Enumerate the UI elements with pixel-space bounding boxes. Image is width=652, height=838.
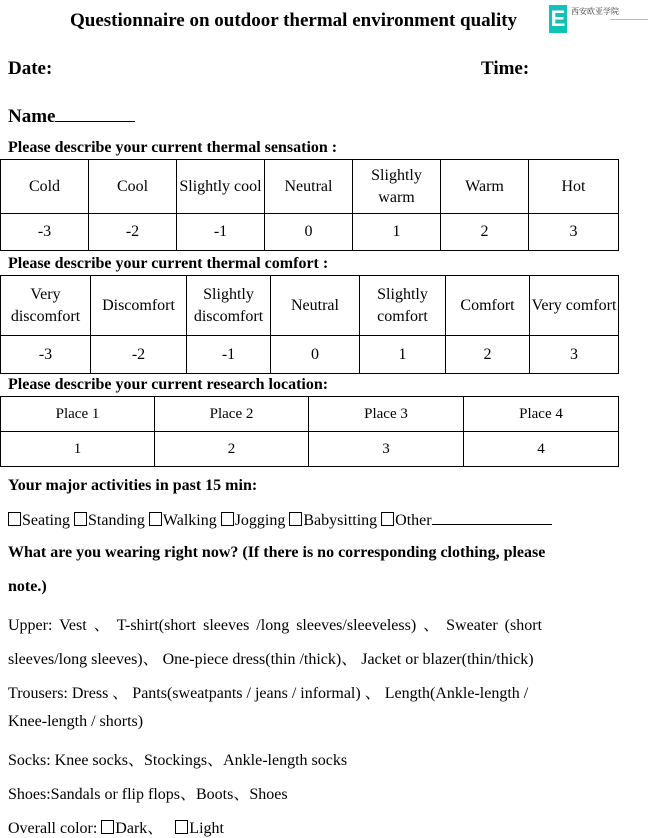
comfort-header-cell: Very comfort — [530, 276, 619, 336]
clothing-question-line-2: note.) — [8, 578, 47, 595]
comfort-header-cell: Very discomfort — [1, 276, 91, 336]
time-label: Time: — [481, 58, 530, 79]
activity-option-jogging[interactable]: Jogging — [221, 512, 286, 529]
comfort-value-cell[interactable]: 2 — [446, 336, 530, 374]
location-header-cell: Place 1 — [1, 397, 155, 432]
sensation-header-cell: Slightly cool — [177, 160, 265, 214]
location-value-cell[interactable]: 1 — [1, 432, 155, 467]
location-header-cell: Place 2 — [155, 397, 309, 432]
comfort-question: Please describe your current thermal comfort : — [8, 255, 329, 272]
upper-line-1: Upper: Vest 、 T-shirt(short sleeves /long sleeves/sleeveless) 、 Sweater (short — [8, 617, 543, 634]
comfort-value-cell[interactable]: 0 — [271, 336, 360, 374]
clothing-question-line-1: What are you wearing right now? (If there is no corresponding clothing, please — [8, 544, 546, 561]
checkbox[interactable] — [289, 512, 302, 526]
name-blank[interactable] — [55, 103, 135, 122]
date-label: Date: — [8, 58, 53, 79]
trousers-line-2: Knee-length / shorts) — [8, 713, 144, 730]
sensation-value-cell[interactable]: 2 — [441, 214, 529, 251]
comfort-table — [0, 275, 619, 374]
logo-divider — [610, 19, 648, 20]
sensation-header-cell: Cold — [1, 160, 89, 214]
sensation-value-cell[interactable]: 3 — [529, 214, 619, 251]
location-header-cell: Place 3 — [309, 397, 464, 432]
shoes-line: Shoes:Sandals or flip flops、Boots、Shoes — [8, 786, 288, 803]
comfort-header-cell: Slightly comfort — [360, 276, 446, 336]
comfort-value-cell[interactable]: 1 — [360, 336, 446, 374]
sensation-table — [0, 159, 619, 251]
trousers-line-1: Trousers: Dress 、 Pants(sweatpants / jeans / informal) 、 Length(Ankle-length / — [8, 685, 529, 702]
activities-options — [8, 510, 552, 530]
other-blank[interactable] — [432, 510, 552, 525]
sensation-value-cell[interactable]: 0 — [265, 214, 353, 251]
location-question: Please describe your current research location: — [8, 376, 329, 393]
location-table — [0, 396, 619, 467]
comfort-value-cell[interactable]: -3 — [1, 336, 91, 374]
color-label: Overall color: — [8, 820, 98, 837]
color-line — [8, 815, 224, 838]
logo-school-name: 西安欧亚学院 — [571, 7, 619, 16]
checkbox[interactable] — [149, 512, 162, 526]
activity-option-standing[interactable]: Standing — [74, 512, 145, 529]
page-title: Questionnaire on outdoor thermal environment quality — [70, 10, 518, 31]
location-value-cell[interactable]: 2 — [155, 432, 309, 467]
checkbox[interactable] — [101, 820, 114, 834]
checkbox[interactable] — [221, 512, 234, 526]
sensation-header-cell: Neutral — [265, 160, 353, 214]
comfort-value-cell[interactable]: 3 — [530, 336, 619, 374]
name-field[interactable] — [8, 103, 135, 128]
location-value-cell[interactable]: 3 — [309, 432, 464, 467]
comfort-header-cell: Neutral — [271, 276, 360, 336]
sensation-header-cell: Slightly warm — [353, 160, 441, 214]
sensation-value-cell[interactable]: -2 — [89, 214, 177, 251]
logo-icon: E — [550, 6, 566, 31]
sensation-value-cell[interactable]: -1 — [177, 214, 265, 251]
checkbox[interactable] — [8, 512, 21, 526]
activity-option-babysitting[interactable]: Babysitting — [289, 512, 377, 529]
activity-option-other[interactable]: Other — [381, 512, 551, 529]
color-option-dark[interactable]: Dark、 — [101, 820, 163, 837]
location-value-cell[interactable]: 4 — [464, 432, 619, 467]
location-header-cell: Place 4 — [464, 397, 619, 432]
checkbox[interactable] — [74, 512, 87, 526]
activity-option-walking[interactable]: Walking — [149, 512, 217, 529]
checkbox[interactable] — [381, 512, 394, 526]
sensation-header-cell: Cool — [89, 160, 177, 214]
name-label: Name — [8, 106, 56, 127]
sensation-header-cell: Hot — [529, 160, 619, 214]
checkbox[interactable] — [175, 820, 188, 834]
sensation-value-cell[interactable]: 1 — [353, 214, 441, 251]
activity-option-seating[interactable]: Seating — [8, 512, 70, 529]
comfort-value-cell[interactable]: -2 — [91, 336, 187, 374]
comfort-value-cell[interactable]: -1 — [187, 336, 271, 374]
comfort-header-cell: Slightly discomfort — [187, 276, 271, 336]
sensation-value-cell[interactable]: -3 — [1, 214, 89, 251]
sensation-header-cell: Warm — [441, 160, 529, 214]
comfort-header-cell: Comfort — [446, 276, 530, 336]
socks-line: Socks: Knee socks、Stockings、Ankle-length socks — [8, 752, 348, 769]
sensation-question: Please describe your current thermal sensation : — [8, 139, 338, 156]
activities-question: Your major activities in past 15 min: — [8, 477, 258, 494]
logo — [549, 5, 649, 33]
upper-line-2: sleeves/long sleeves)、 One-piece dress(thin /thick)、 Jacket or blazer(thin/thick) — [8, 651, 534, 668]
comfort-header-cell: Discomfort — [91, 276, 187, 336]
color-option-light[interactable]: Light — [175, 820, 224, 837]
